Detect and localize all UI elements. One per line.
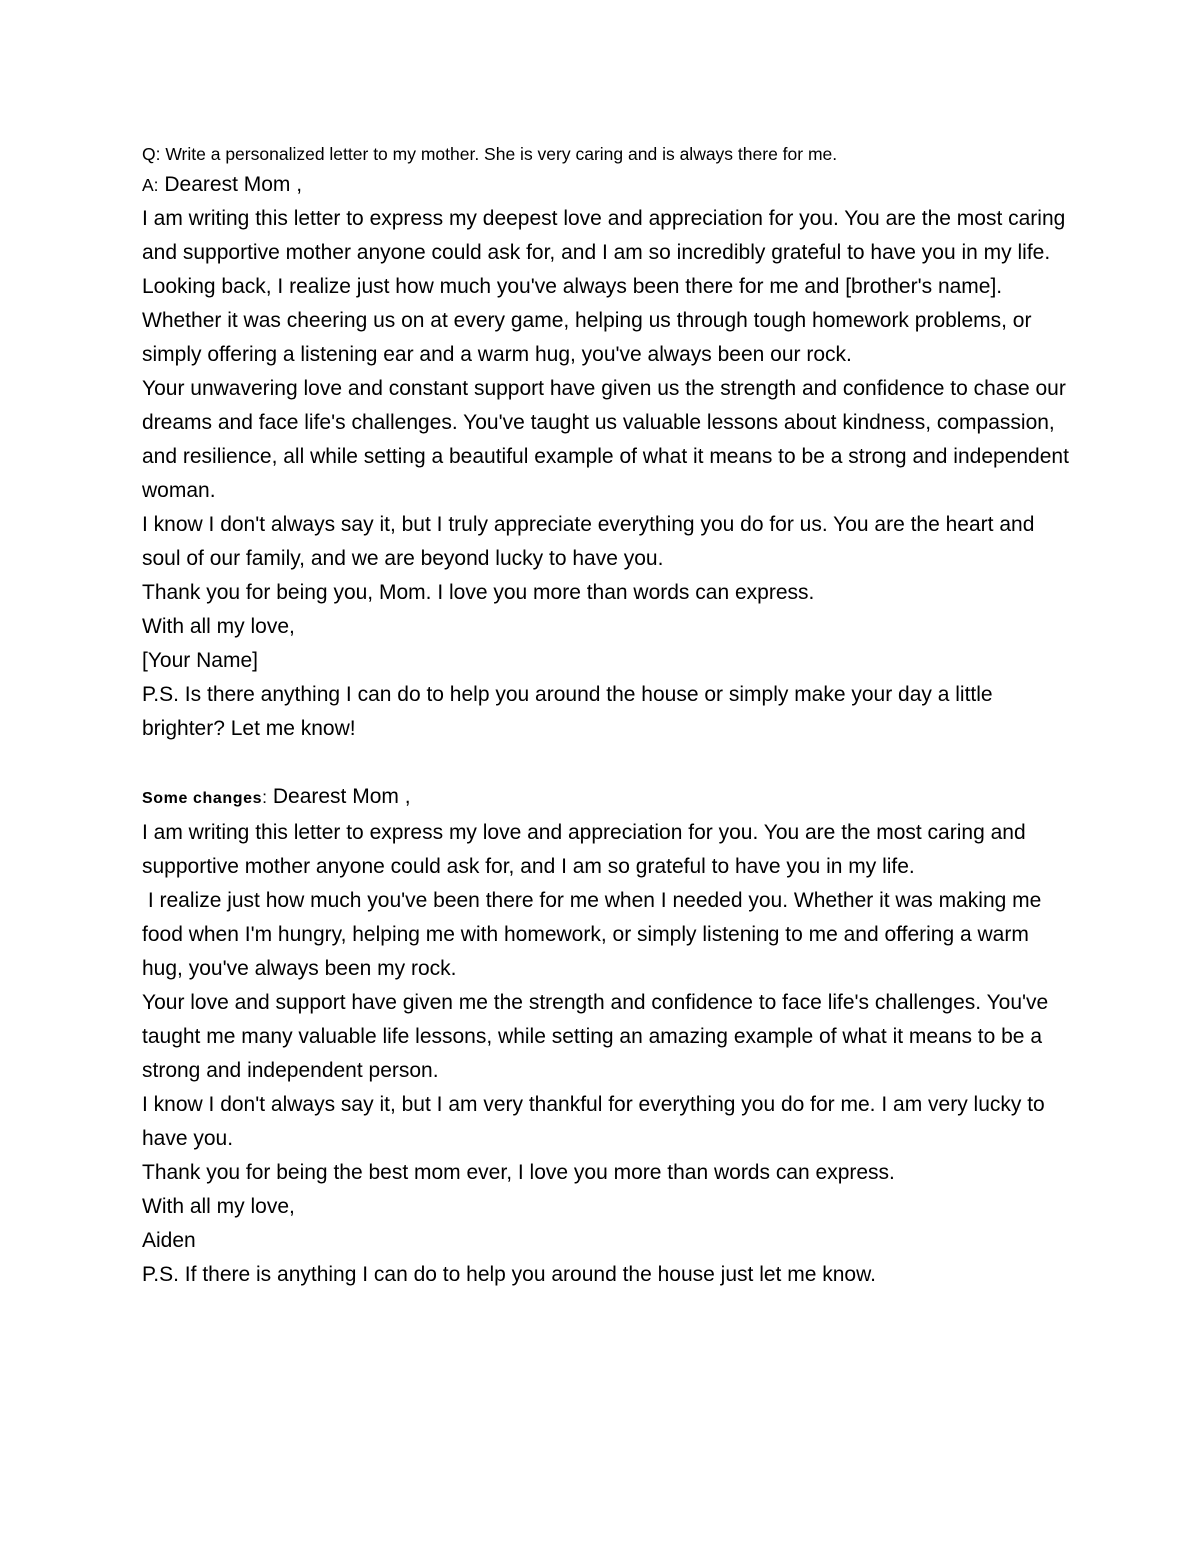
changes-paragraph: I am writing this letter to express my love and appreciation for you. You are the most caring and supportive mother anyone could ask for, and I am so grateful to have you in my life. [142,821,1026,878]
answer-postscript: P.S. Is there anything I can do to help you around the house or simply make your day a little brighter? Let me know! [142,683,993,740]
question-text: Write a personalized letter to my mother. She is very caring and is always there for me. [165,144,838,164]
answer-paragraph: Looking back, I realize just how much you've always been there for me and [brother's name]. Whether it was cheering us on at every game, helping us through tough homework problems, or simply offering a listening ear and a warm hug, you've always been our rock. [142,275,1032,366]
section-gap [142,746,1072,780]
answer-signature: [Your Name] [142,649,258,672]
changes-paragraph: I realize just how much you've been there for me when I needed you. Whether it was making me food when I'm hungry, helping me with homework, or simply listening to me and offering a warm hug, you've always been my rock. [142,889,1048,980]
changes-paragraph: Thank you for being the best mom ever, I love you more than words can express. [142,1161,895,1184]
question-line [142,140,1072,168]
changes-closing: With all my love, [142,1195,295,1218]
answer-closing: With all my love, [142,615,295,638]
changes-greeting: Dearest Mom , [267,785,411,808]
changes-paragraph: Your love and support have given me the strength and confidence to face life's challenges. You've taught me many valuable life lessons, while setting an amazing example of what it means to be a strong and independent person. [142,991,1049,1082]
answer-prefix: A: [142,175,159,195]
answer-paragraph: I know I don't always say it, but I truly appreciate everything you do for us. You are the heart and soul of our family, and we are beyond lucky to have you. [142,513,1035,570]
answer-paragraph: Your unwavering love and constant support have given us the strength and confidence to chase our dreams and face life's challenges. You've taught us valuable lessons about kindness, compassion, and resilience, all while setting a beautiful example of what it means to be a strong and independent woman. [142,377,1069,502]
answer-paragraph: I am writing this letter to express my deepest love and appreciation for you. You are the most caring and supportive mother anyone could ask for, and I am so incredibly grateful to have you in my life. [142,207,1066,264]
changes-colon: : [262,787,268,807]
answer-greeting: Dearest Mom , [164,173,303,196]
question-prefix: Q: [142,144,161,164]
document-page [142,140,1072,1292]
changes-paragraph: I know I don't always say it, but I am very thankful for everything you do for me. I am very lucky to have you. [142,1093,1045,1150]
answer-paragraph: Thank you for being you, Mom. I love you more than words can express. [142,581,815,604]
answer-greeting-line [142,168,1072,202]
changes-greeting-line [142,780,1072,816]
changes-signature: Aiden [142,1229,196,1252]
changes-postscript: P.S. If there is anything I can do to help you around the house just let me know. [142,1263,876,1286]
changes-label: Some changes [142,790,263,807]
